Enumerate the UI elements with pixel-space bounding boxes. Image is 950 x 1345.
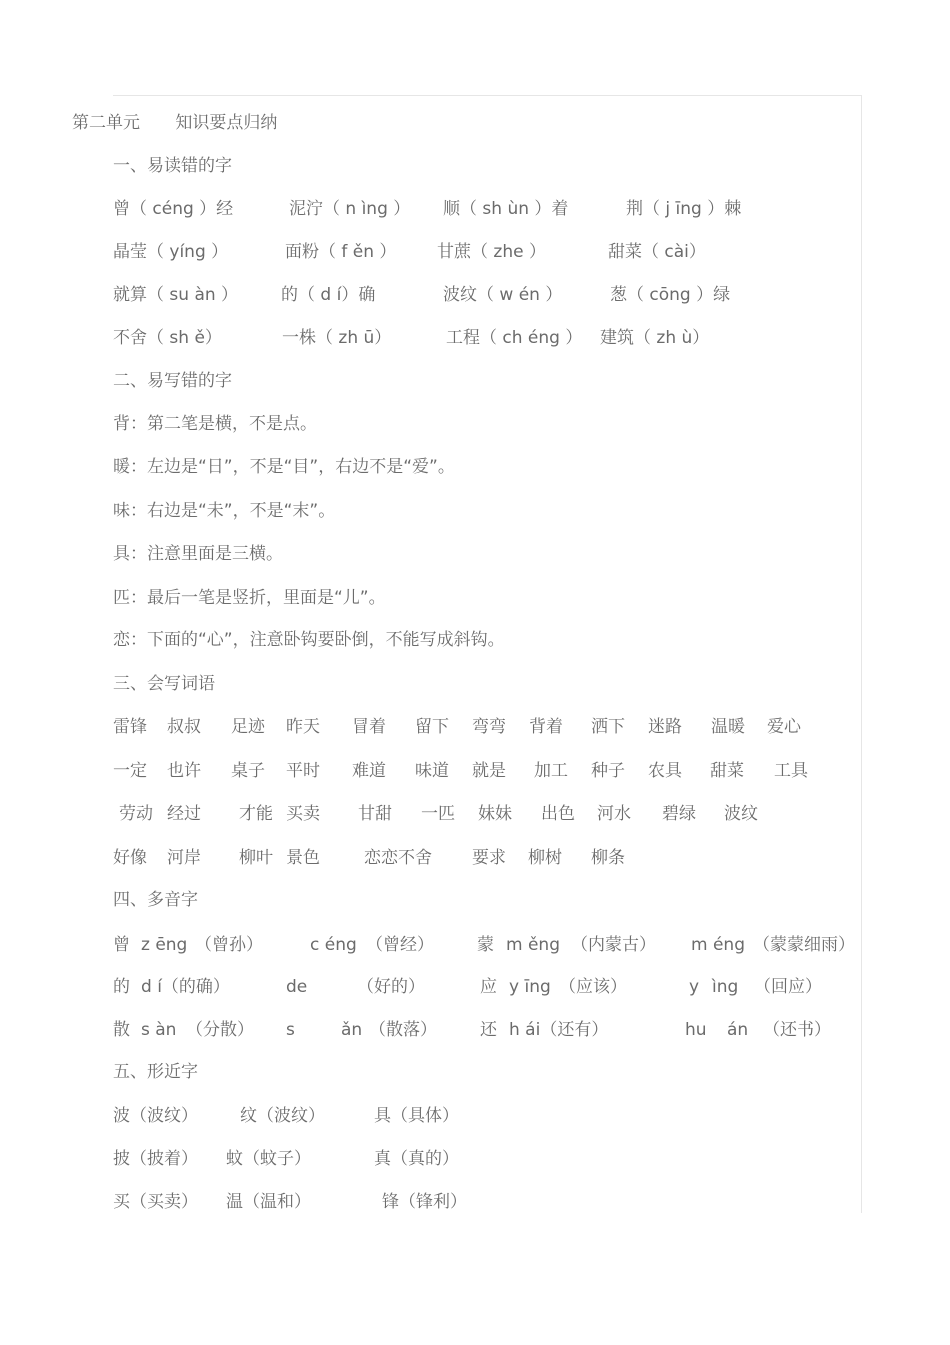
- reading-item: 甜菜（ cài）: [608, 242, 706, 262]
- document-title: 第二单元 知识要点归纳: [72, 113, 278, 133]
- similar-char-item: 真（真的）: [374, 1149, 459, 1169]
- word-item: 弯弯: [472, 717, 506, 737]
- word-item: 雷锋: [113, 717, 147, 737]
- section-heading: 一、易读错的字: [113, 156, 232, 176]
- word-item: 也许: [167, 761, 201, 781]
- word-item: 难道: [352, 761, 386, 781]
- section-heading: 四、多音字: [113, 890, 198, 910]
- pinyin: de: [286, 977, 308, 997]
- word-item: 柳树: [528, 848, 562, 868]
- reading-item: 甘蔗（ zhe ）: [437, 242, 546, 262]
- word-item: 就是: [472, 761, 506, 781]
- polyphone-char: 曾: [113, 935, 130, 955]
- word-item: 桌子: [231, 761, 265, 781]
- reading-item: 的（ d í）确: [281, 285, 376, 305]
- word-item: 甜菜: [710, 761, 744, 781]
- example-word: （分散）: [186, 1020, 254, 1040]
- writing-note: 味：右边是“未”，不是“末”。: [113, 501, 336, 521]
- pinyin: s àn: [141, 1020, 177, 1040]
- word-item: 河岸: [167, 848, 201, 868]
- word-item: 温暖: [711, 717, 745, 737]
- section-heading: 五、形近字: [113, 1062, 198, 1082]
- word-item: 好像: [113, 848, 147, 868]
- word-item: 洒下: [591, 717, 625, 737]
- reading-item: 一株（ zh ū）: [282, 328, 392, 348]
- reading-item: 建筑（ zh ù）: [600, 328, 710, 348]
- word-item: 农具: [648, 761, 682, 781]
- pinyin: y: [689, 977, 700, 997]
- pinyin-with-example: d í（的确）: [141, 977, 230, 997]
- word-item: 留下: [415, 717, 449, 737]
- pinyin: y īng: [509, 977, 551, 997]
- section-heading: 三、会写词语: [113, 674, 215, 694]
- word-item: 背着: [529, 717, 563, 737]
- reading-item: 葱（ cōng ）绿: [610, 285, 731, 305]
- pinyin: z ēng: [141, 935, 188, 955]
- page-frame-right: [861, 95, 862, 1213]
- similar-char-item: 锋（锋利）: [382, 1192, 467, 1212]
- word-item: 出色: [541, 804, 575, 824]
- reading-item: 泥泞（ n ìng ）: [289, 199, 411, 219]
- reading-item: 波纹（ w én ）: [443, 285, 563, 305]
- example-word: （曾孙）: [195, 935, 263, 955]
- word-item: 经过: [167, 804, 201, 824]
- example-word: （好的）: [357, 977, 425, 997]
- page-frame-top: [113, 95, 861, 96]
- pinyin: m éng: [691, 935, 745, 955]
- example-word: （回应）: [754, 977, 822, 997]
- word-item: 平时: [286, 761, 320, 781]
- pinyin: m ěng: [506, 935, 560, 955]
- word-item: 劳动: [119, 804, 153, 824]
- word-item: 冒着: [352, 717, 386, 737]
- word-item: 才能: [239, 804, 273, 824]
- example-word: （还书）: [763, 1020, 831, 1040]
- reading-item: 就算（ su àn ）: [113, 285, 239, 305]
- similar-char-item: 蚊（蚊子）: [226, 1149, 311, 1169]
- pinyin: ǎn: [341, 1020, 363, 1040]
- pinyin: án: [727, 1020, 749, 1040]
- word-item: 要求: [472, 848, 506, 868]
- word-item: 一匹: [421, 804, 455, 824]
- reading-item: 面粉（ f ěn ）: [285, 242, 397, 262]
- word-item: 妹妹: [478, 804, 512, 824]
- example-word: （内蒙古）: [571, 935, 656, 955]
- word-item: 恋恋不舍: [364, 848, 432, 868]
- word-item: 种子: [591, 761, 625, 781]
- word-item: 一定: [113, 761, 147, 781]
- pinyin: ìng: [712, 977, 739, 997]
- word-item: 波纹: [724, 804, 758, 824]
- word-item: 爱心: [767, 717, 801, 737]
- polyphone-char: 应: [480, 977, 497, 997]
- writing-note: 匹：最后一笔是竖折，里面是“儿”。: [113, 588, 386, 608]
- similar-char-item: 具（具体）: [374, 1106, 459, 1126]
- word-item: 味道: [415, 761, 449, 781]
- reading-item: 荆（ j īng ）棘: [626, 199, 742, 219]
- word-item: 甘甜: [358, 804, 392, 824]
- word-item: 足迹: [231, 717, 265, 737]
- section-heading: 二、易写错的字: [113, 371, 232, 391]
- reading-item: 晶莹（ yíng ）: [113, 242, 229, 262]
- pinyin: s: [286, 1020, 295, 1040]
- polyphone-char: 还: [480, 1020, 497, 1040]
- writing-note: 恋：下面的“心”，注意卧钩要卧倒，不能写成斜钩。: [113, 630, 505, 650]
- pinyin: c éng: [310, 935, 357, 955]
- writing-note: 背：第二笔是横，不是点。: [113, 414, 317, 434]
- similar-char-item: 温（温和）: [226, 1192, 311, 1212]
- word-item: 柳条: [591, 848, 625, 868]
- word-item: 叔叔: [167, 717, 201, 737]
- pinyin-with-example: h ái（还有）: [509, 1020, 609, 1040]
- reading-item: 曾（ céng ）经: [113, 199, 234, 219]
- writing-note: 暖：左边是“日”，不是“目”，右边不是“爱”。: [113, 457, 455, 477]
- example-word: （曾经）: [366, 935, 434, 955]
- reading-item: 不舍（ sh ě）: [113, 328, 222, 348]
- example-word: （应该）: [559, 977, 627, 997]
- polyphone-char: 的: [113, 977, 130, 997]
- reading-item: 顺（ sh ùn ）着: [443, 199, 569, 219]
- word-item: 买卖: [286, 804, 320, 824]
- similar-char-item: 波（波纹）: [113, 1106, 198, 1126]
- word-item: 碧绿: [662, 804, 696, 824]
- example-word: （蒙蒙细雨）: [753, 935, 855, 955]
- pinyin: hu: [685, 1020, 707, 1040]
- writing-note: 具：注意里面是三横。: [113, 544, 283, 564]
- word-item: 迷路: [648, 717, 682, 737]
- example-word: （散落）: [369, 1020, 437, 1040]
- word-item: 河水: [597, 804, 631, 824]
- similar-char-item: 纹（波纹）: [240, 1106, 325, 1126]
- reading-item: 工程（ ch éng ）: [446, 328, 583, 348]
- similar-char-item: 买（买卖）: [113, 1192, 198, 1212]
- polyphone-char: 蒙: [477, 935, 494, 955]
- word-item: 昨天: [286, 717, 320, 737]
- word-item: 加工: [534, 761, 568, 781]
- word-item: 工具: [774, 761, 808, 781]
- similar-char-item: 披（披着）: [113, 1149, 198, 1169]
- polyphone-char: 散: [113, 1020, 130, 1040]
- word-item: 柳叶: [239, 848, 273, 868]
- word-item: 景色: [286, 848, 320, 868]
